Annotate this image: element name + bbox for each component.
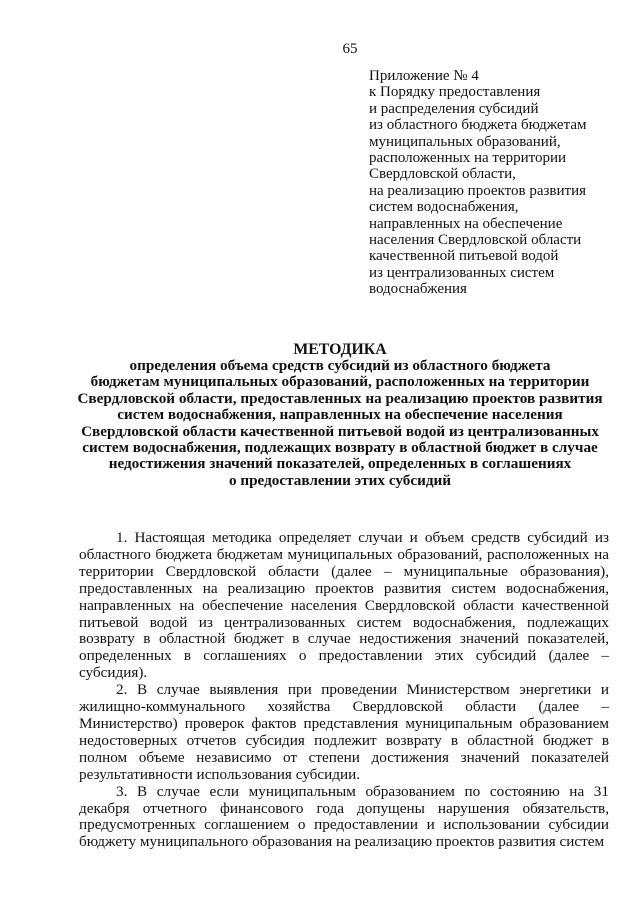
appendix-line: систем водоснабжения, [369, 199, 519, 216]
paragraph-1: 1. Настоящая методика определяет случаи и объем средств субсидий из областного бюджета бюджетам муниципальных образований, расположенных на территории Свердловской области (далее – муниципальные образования), предоставленных на реализацию проектов развития систем водоснабжения, направленных на обеспечение населения Свердловской области качественной питьевой водой из централизованных систем водоснабжения, подлежащих возврату в областной бюджет в случае недостижения значений показателей, определенных в соглашениях о предоставлении этих субсидий (далее – субсидия). [79, 529, 609, 682]
appendix-line: качественной питьевой водой [369, 248, 559, 265]
appendix-line: Приложение № 4 [369, 68, 479, 84]
title-line: недостижения значений показателей, определенных в соглашениях [108, 455, 572, 473]
appendix-header [369, 68, 629, 298]
appendix-line: Свердловской области, [369, 166, 516, 183]
title-line: бюджетам муниципальных образований, расположенных на территории [90, 373, 590, 391]
appendix-line: из областного бюджета бюджетам [369, 117, 587, 134]
appendix-line: расположенных на территории [369, 150, 567, 167]
title-line: о предоставлении этих субсидий [228, 471, 452, 489]
title-line: систем водоснабжения, подлежащих возврату в областной бюджет в случае [82, 439, 598, 457]
appendix-line: муниципальных образований, [369, 133, 561, 150]
appendix-line: к Порядку предоставления [369, 84, 541, 101]
title-main: МЕТОДИКА [293, 341, 387, 358]
title-line: Свердловской области, предоставленных на реализацию проектов развития [77, 389, 603, 407]
title-line: Свердловской области качественной питьевой водой из централизованных [81, 422, 599, 440]
appendix-line: населения Свердловской области [369, 232, 582, 249]
paragraph-3: 3. В случае если муниципальным образованием по состоянию на 31 декабря отчетного финансового года допущены нарушения обязательств, предусмотренных соглашением о предоставлении и использовании субсидии бюджету муниципального образования на реализацию проектов развития систем [79, 782, 609, 851]
appendix-line: из централизованных систем [369, 264, 555, 281]
document-body [79, 530, 609, 851]
paragraph-2: 2. В случае выявления при проведении Министерством энергетики и жилищно-коммунального хозяйства Свердловской области (далее – Министерство) проверок фактов представления муниципальным образованием недостоверных отчетов субсидия подлежит возврату в областной бюджет в полном объеме независимо от степени достижения значений показателей результативности использования субсидии. [79, 681, 609, 783]
appendix-line: и распределения субсидий [369, 100, 539, 117]
appendix-line: водоснабжения [369, 281, 467, 298]
document-title [60, 341, 620, 489]
appendix-line: на реализацию проектов развития [369, 182, 586, 199]
appendix-line: направленных на обеспечение [369, 215, 563, 232]
title-line: определения объема средств субсидий из областного бюджета [129, 357, 551, 374]
title-line: систем водоснабжения, направленных на обеспечение населения [117, 406, 563, 424]
page-number: 65 [342, 41, 358, 57]
